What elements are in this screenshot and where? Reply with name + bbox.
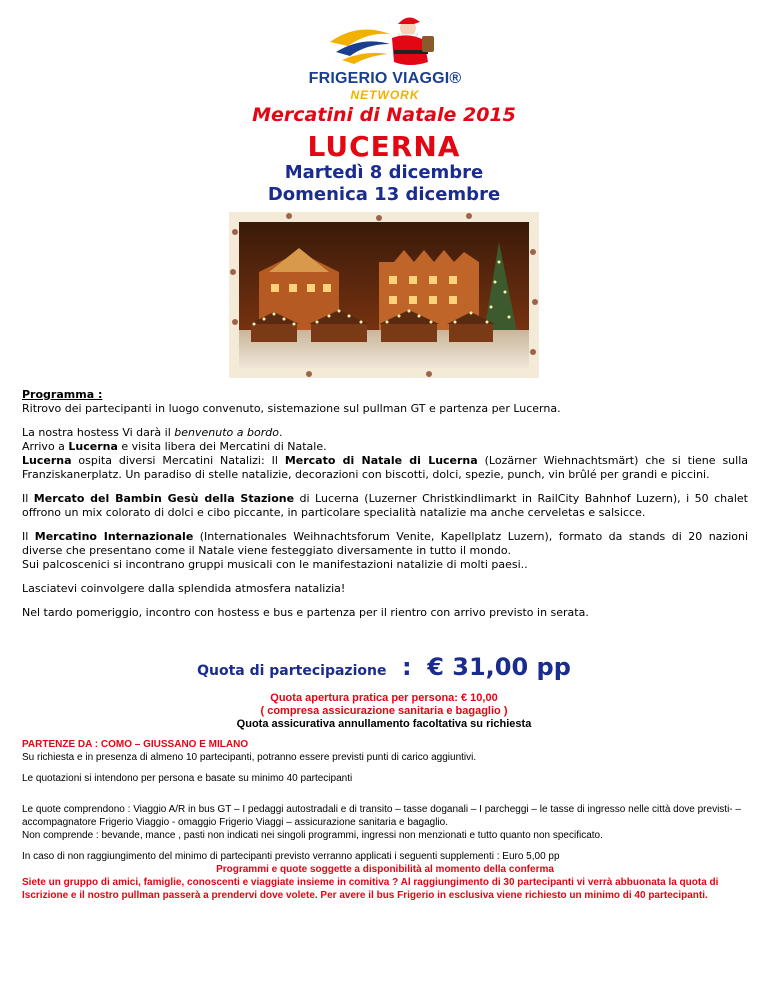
gruppo-text: Siete un gruppo di amici, famiglie, conoscenti e viaggiate insieme in comitiva ? Al raggiungimento di 30 partecipanti vi verrà abbuonata la quota di Iscrizione e il nostro pullman passerà a prendervi dove volete. Per avere il bus Frigerio in esclusiva viene richiesto un minimo di 40 partecipanti. — [22, 877, 719, 901]
program-text — [22, 388, 748, 620]
quota-assicurazione: ( compresa assicurazione sanitaria e bagaglio ) — [260, 705, 508, 717]
quotazioni-note: Le quotazioni si intendono per persona e basate su minimo 40 partecipanti — [22, 773, 353, 784]
city-title: LUCERNA — [307, 130, 461, 163]
quota-apertura: Quota apertura pratica per persona: € 10,00 — [270, 692, 498, 704]
program-p8: Lasciatevi coinvolgere dalla splendida atmosfera natalizia! — [22, 582, 346, 595]
program-p3: Arrivo a Lucerna e visita libera dei Mercatini di Natale. — [22, 440, 327, 453]
quota-colon: : — [402, 653, 412, 681]
program-p1: Ritrovo dei partecipanti in luogo convenuto, sistemazione sul pullman GT e partenza per Lucerna. — [22, 402, 561, 415]
quota-price: € 31,00 pp — [427, 653, 571, 681]
christmas-market-photo — [229, 212, 539, 378]
comprendono-text: Le quote comprendono : Viaggio A/R in bus GT – I pedaggi autostradali e di transito – tasse doganali – I parcheggi – le tasse di ingresso nelle città dove previsti- – accompagnatore Frigerio Viaggio - omaggio Frigerio Viaggi – assicurazione sanitaria e bagaglio. — [22, 804, 741, 828]
quota-line — [0, 653, 768, 681]
program-p2: La nostra hostess Vi darà il benvenuto a bordo. — [22, 426, 283, 439]
brand-network: NETWORK — [350, 88, 420, 102]
non-comprende-text: Non comprende : bevande, mance , pasti non indicati nei singoli programmi, ingressi non menzionati e tutto quanto non specificato. — [22, 830, 603, 841]
comprende-block — [22, 803, 748, 842]
date-1: Martedì 8 dicembre — [284, 162, 484, 183]
partenze-title: PARTENZE DA : COMO – GIUSSANO E MILANO — [22, 739, 249, 750]
program-p9: Nel tardo pomeriggio, incontro con hostess e bus e partenza per il rientro con arrivo previsto in serata. — [22, 606, 589, 619]
brand-name: FRIGERIO VIAGGI® — [308, 70, 462, 87]
conferma-text: Programmi e quote soggette a disponibilità al momento della conferma — [216, 864, 554, 875]
program-title: Programma : — [22, 388, 103, 401]
date-2: Domenica 13 dicembre — [267, 184, 501, 205]
supplementi-block — [22, 850, 748, 902]
partenze-note: Su richiesta e in presenza di almeno 10 partecipanti, potranno essere previsti punti di carico aggiuntivi. — [22, 752, 477, 763]
frigerio-logo — [300, 12, 470, 104]
partenze-block — [22, 738, 748, 764]
program-p4: Lucerna ospita diversi Mercatini Natalizi: Il Mercato di Natale di Lucerna (Lozärner Wiehnachtsmärt) che si tiene sulla Franziskanerplatz. Un paradiso di stelle natalizie, decorazioni con biscotti, dolci, spezie, punch, vin brûlé per grandi e piccini. — [22, 454, 748, 481]
supplementi-text: In caso di non raggiungimento del minimo di partecipanti previsto verranno applicati i seguenti supplementi : Euro 5,00 pp — [22, 851, 560, 862]
quota-label: Quota di partecipazione — [197, 663, 387, 679]
program-p6: Il Mercatino Internazionale (Internationales Weihnachtsforum Venite, Kapellplatz Luzern), formato da stands di 20 nazioni diverse che presentano come il Natale viene festeggiato diversamente in tutto il mondo. — [22, 530, 749, 557]
santa-logo-icon — [328, 12, 440, 70]
program-p7: Sui palcoscenici si incontrano gruppi musicali con le manifestazioni natalizie di molti paesi.. — [22, 558, 528, 571]
program-p5: Il Mercato del Bambin Gesù della Stazione di Lucerna (Luzerner Christkindlimarkt in RailCity Bahnhof Luzern), i 50 chalet offrono un mix colorato di dolci e cibo piccante, in particolare specialità natalizie ma anche cerveletas e salsicce. — [22, 492, 748, 519]
quota-annullamento: Quota assicurativa annullamento facoltativa su richiesta — [236, 718, 532, 730]
event-title: Mercatini di Natale 2015 — [252, 104, 516, 126]
